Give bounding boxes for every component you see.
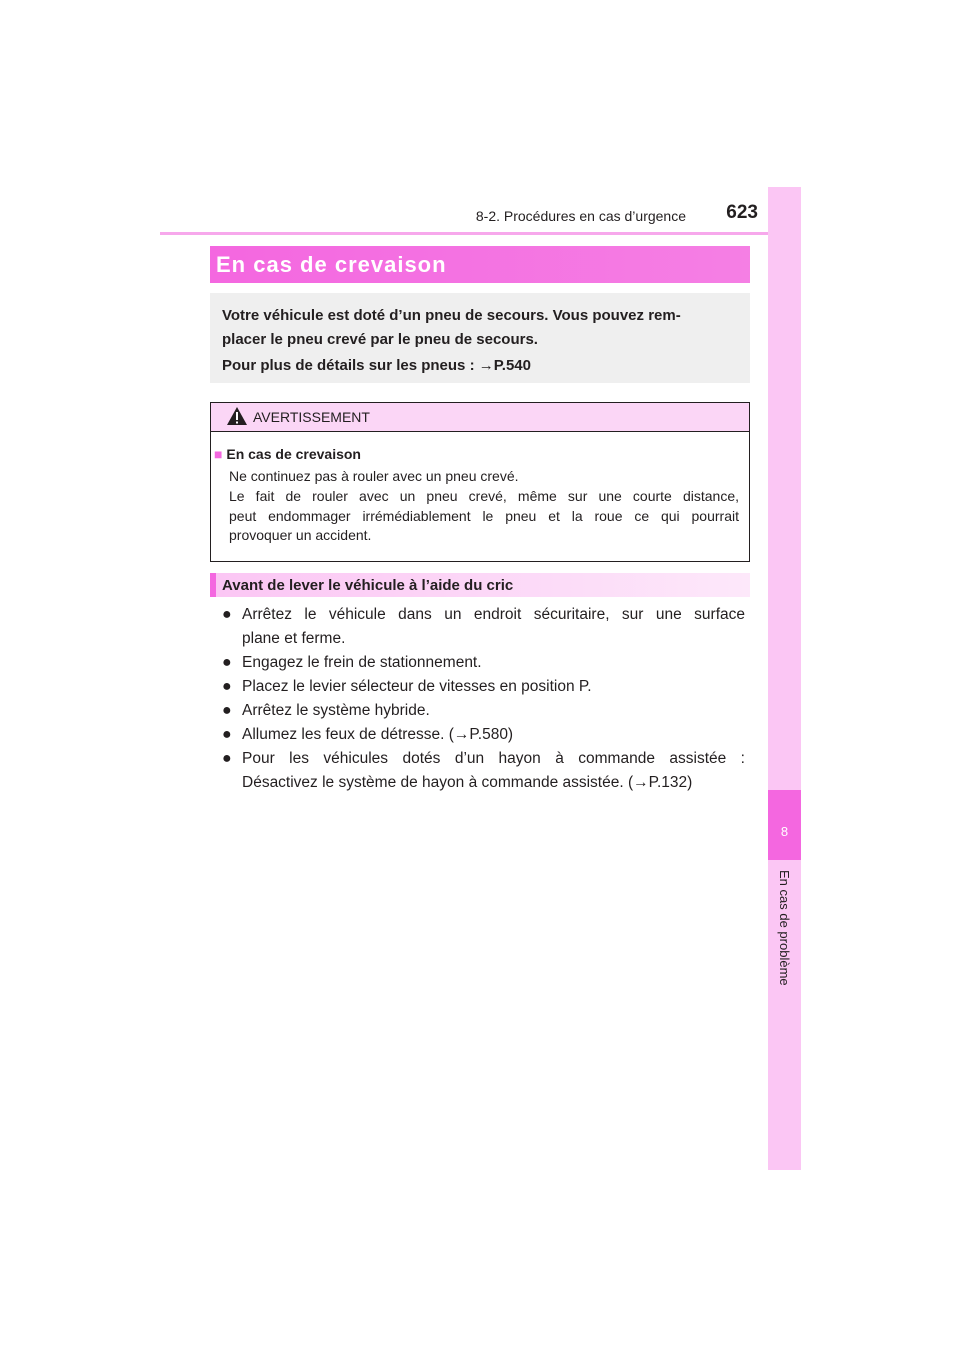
bullet-1-line-1: Arrêtez le véhicule dans un endroit sécuritaire, sur une surface: [242, 606, 745, 623]
bullet-icon: ●: [222, 606, 232, 623]
warning-text-line-1: Ne continuez pas à rouler avec un pneu crevé.: [229, 468, 519, 484]
bullet-4: Arrêtez le système hybride.: [242, 702, 430, 719]
intro-line-3: Pour plus de détails sur les pneus : →P.540: [222, 357, 531, 374]
bullet-icon: ●: [222, 702, 232, 719]
header-rule: [160, 232, 800, 235]
bullet-icon: ●: [222, 654, 232, 671]
page-title: En cas de crevaison: [216, 252, 447, 277]
warning-subtitle: [214, 446, 361, 462]
bullet-5: Allumez les feux de détresse. (→P.580): [242, 726, 514, 743]
warning-triangle-icon: [226, 406, 248, 426]
bullet-icon: ●: [222, 678, 232, 695]
intro-line-2: placer le pneu crevé par le pneu de secours.: [222, 331, 538, 348]
chapter-number: 8: [780, 824, 789, 839]
header-section-title: 8-2. Procédures en cas d’urgence: [475, 208, 686, 224]
side-tab: [768, 187, 801, 1170]
bullet-1-line-2: plane et ferme.: [242, 630, 346, 647]
bullet-icon: ●: [222, 750, 232, 767]
bullet-2: Engagez le frein de stationnement.: [242, 654, 482, 671]
warning-subtitle-text: En cas de crevaison: [226, 446, 361, 462]
bullet-6-line-2: Désactivez le système de hayon à commande assistée. (→P.132): [242, 774, 693, 791]
warning-text-line-2: Le fait de rouler avec un pneu crevé, même sur une courte distance,: [229, 488, 739, 504]
warning-label: AVERTISSEMENT: [253, 409, 370, 425]
bullet-icon: ●: [222, 726, 232, 743]
bullet-3: Placez le levier sélecteur de vitesses en position P.: [242, 678, 592, 695]
warning-text-line-4: provoquer un accident.: [229, 527, 372, 543]
square-bullet-icon: ■: [214, 446, 223, 462]
intro-line-1: Votre véhicule est doté d’un pneu de secours. Vous pouvez rem-: [222, 307, 681, 324]
subsection-title: Avant de lever le véhicule à l’aide du cric: [222, 577, 514, 594]
chapter-title: En cas de problème: [777, 870, 792, 986]
warning-text-line-3: peut endommager irrémédiablement le pneu et la roue ce qui pourrait: [229, 508, 739, 524]
page-number: 623: [726, 202, 758, 223]
bullet-6-line-1: Pour les véhicules dotés d’un hayon à commande assistée :: [242, 750, 745, 767]
